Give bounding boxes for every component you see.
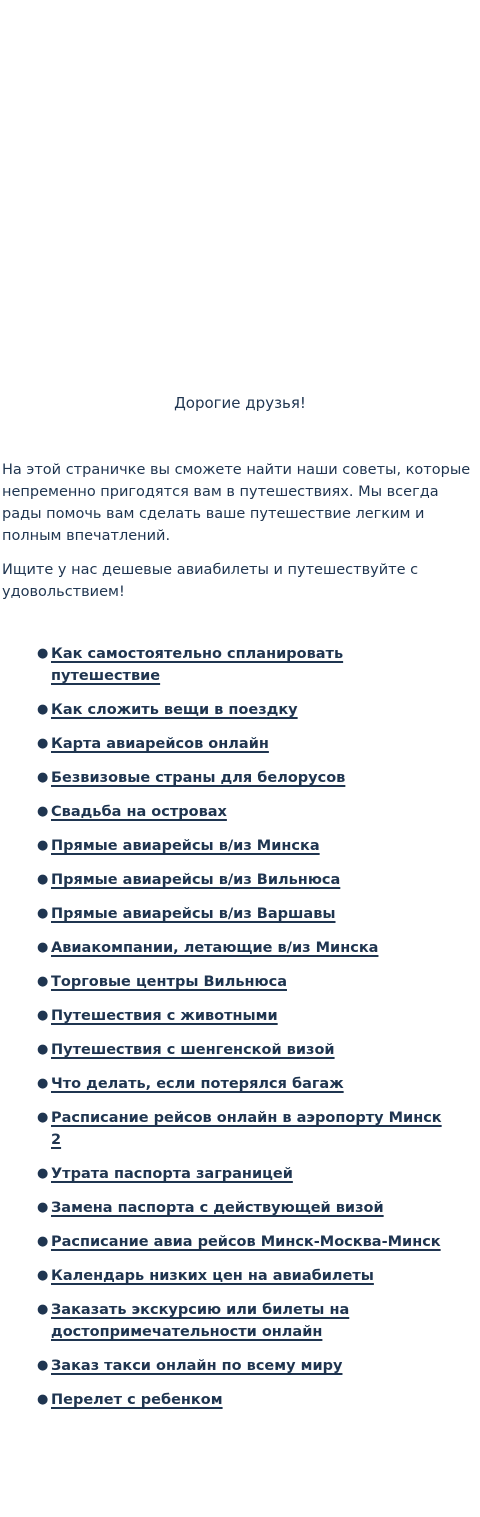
greeting-heading: Дорогие друзья!	[174, 394, 306, 412]
list-item	[0, 1107, 480, 1151]
intro-text	[2, 459, 472, 615]
bullet-icon: ●	[37, 770, 49, 785]
list-item	[0, 835, 480, 857]
tip-link[interactable]: Замена паспорта с действующей визой	[51, 1200, 384, 1216]
list-item	[0, 971, 480, 993]
tip-link[interactable]: Как самостоятельно спланировать путешествие	[51, 646, 344, 684]
tip-link[interactable]: Карта авиарейсов онлайн	[51, 736, 269, 752]
bullet-icon: ●	[37, 702, 49, 717]
tip-link[interactable]: Что делать, если потерялся багаж	[51, 1076, 344, 1092]
list-item	[0, 1005, 480, 1027]
bullet-icon: ●	[37, 1110, 49, 1125]
list-item	[0, 767, 480, 789]
list-item	[0, 1355, 480, 1377]
tip-link[interactable]: Авиакомпании, летающие в/из Минска	[51, 940, 379, 956]
bullet-icon: ●	[37, 1302, 49, 1317]
list-item	[0, 643, 480, 687]
bullet-icon: ●	[37, 1008, 49, 1023]
list-item	[0, 937, 480, 959]
bullet-icon: ●	[37, 1200, 49, 1215]
bullet-icon: ●	[37, 1042, 49, 1057]
tip-link[interactable]: Перелет с ребенком	[51, 1392, 223, 1408]
bullet-icon: ●	[37, 646, 49, 661]
bullet-icon: ●	[37, 940, 49, 955]
bullet-icon: ●	[37, 838, 49, 853]
tip-link[interactable]: Прямые авиарейсы в/из Минска	[51, 838, 320, 854]
tip-link[interactable]: Безвизовые страны для белорусов	[51, 770, 346, 786]
bullet-icon: ●	[37, 1358, 49, 1373]
list-item	[0, 1039, 480, 1061]
list-item	[0, 1389, 480, 1411]
bullet-icon: ●	[37, 1392, 49, 1407]
tip-link[interactable]: Прямые авиарейсы в/из Вильнюса	[51, 872, 341, 888]
tip-link[interactable]: Как сложить вещи в поездку	[51, 702, 298, 718]
tips-link-list	[0, 643, 480, 1423]
bullet-icon: ●	[37, 1076, 49, 1091]
tip-link[interactable]: Расписание авиа рейсов Минск-Москва-Минск	[51, 1234, 441, 1250]
list-item	[0, 869, 480, 891]
list-item	[0, 801, 480, 823]
list-item	[0, 699, 480, 721]
list-item	[0, 1197, 480, 1219]
bullet-icon: ●	[37, 804, 49, 819]
list-item	[0, 1073, 480, 1095]
tip-link[interactable]: Прямые авиарейсы в/из Варшавы	[51, 906, 336, 922]
tip-link[interactable]: Утрата паспорта заграницей	[51, 1166, 293, 1182]
tip-link[interactable]: Календарь низких цен на авиабилеты	[51, 1268, 374, 1284]
tip-link[interactable]: Заказ такси онлайн по всему миру	[51, 1358, 343, 1374]
tip-link[interactable]: Путешествия с шенгенской визой	[51, 1042, 335, 1058]
tip-link[interactable]: Заказать экскурсию или билеты на достопримечательности онлайн	[51, 1302, 350, 1340]
list-item	[0, 1163, 480, 1185]
bullet-icon: ●	[37, 1234, 49, 1249]
bullet-icon: ●	[37, 906, 49, 921]
list-item	[0, 903, 480, 925]
tip-link[interactable]: Торговые центры Вильнюса	[51, 974, 287, 990]
tip-link[interactable]: Свадьба на островах	[51, 804, 227, 820]
tip-link[interactable]: Расписание рейсов онлайн в аэропорту Минск 2	[51, 1110, 442, 1148]
bullet-icon: ●	[37, 974, 49, 989]
bullet-icon: ●	[37, 1268, 49, 1283]
intro-paragraph: На этой страничке вы сможете найти наши советы, которые непременно пригодятся вам в путешествиях. Мы всегда рады помочь вам сделать ваше путешествие легким и полным впечатлений.	[2, 462, 471, 544]
intro-paragraph: Ищите у нас дешевые авиабилеты и путешествуйте с удовольствием!	[2, 562, 419, 600]
bullet-icon: ●	[37, 872, 49, 887]
list-item	[0, 1299, 480, 1343]
list-item	[0, 1231, 480, 1253]
bullet-icon: ●	[37, 1166, 49, 1181]
bullet-icon: ●	[37, 736, 49, 751]
tip-link[interactable]: Путешествия с животными	[51, 1008, 278, 1024]
list-item	[0, 1265, 480, 1287]
list-item	[0, 733, 480, 755]
